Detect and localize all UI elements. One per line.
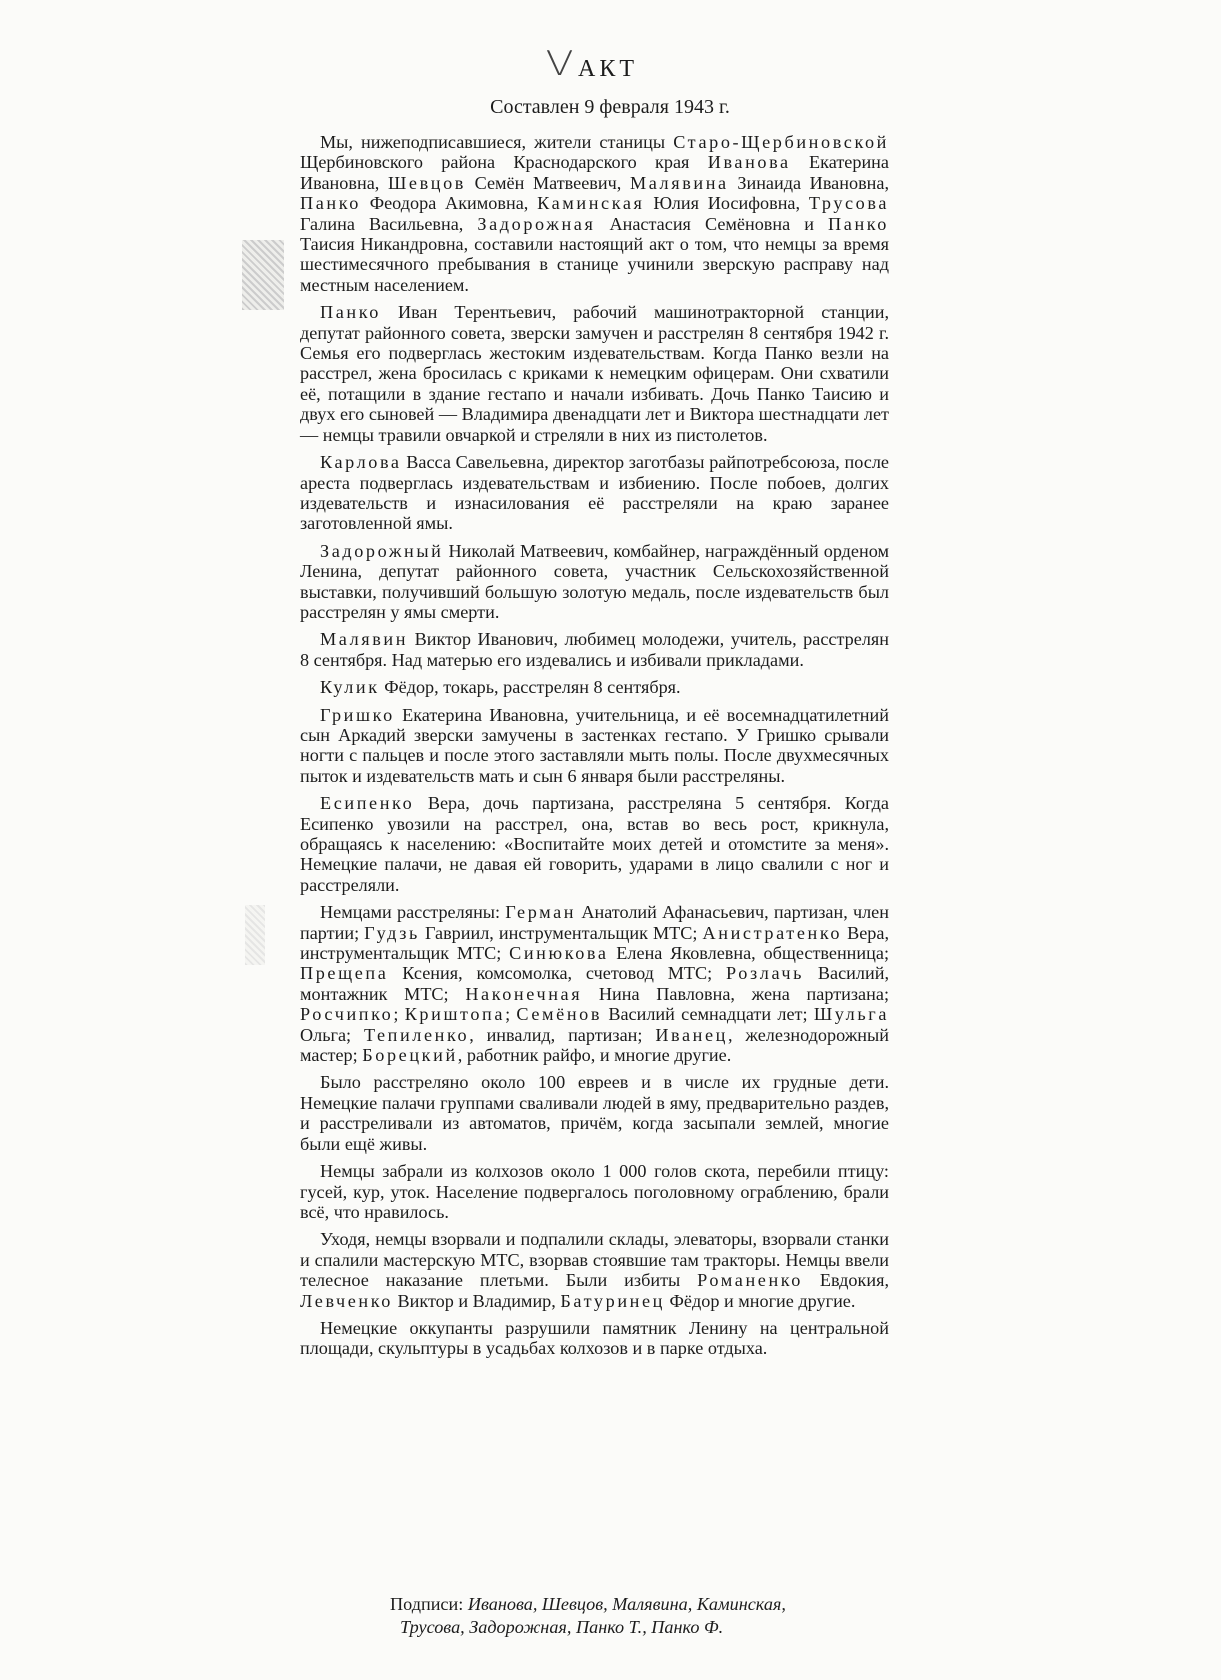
spaced-name: Карлова bbox=[320, 452, 402, 473]
paragraph-text: Фёдор, токарь, расстрелян 8 сентября. bbox=[379, 677, 681, 698]
signatures-line-2: Трусова, Задорожная, Панко Т., Панко Ф. bbox=[400, 1617, 724, 1637]
paragraph-text: ; bbox=[505, 1004, 517, 1025]
spaced-name: Левченко bbox=[300, 1290, 393, 1311]
paragraph-text: Таисия Никандровна, составили настоящий акт о том, что немцы за время шестимесячного пребывания в станице учинили зверскую расправу над местным населением. bbox=[300, 234, 889, 295]
spaced-name: Малявина bbox=[629, 172, 729, 193]
body-paragraph bbox=[300, 132, 889, 295]
paragraph-text: Виктор и Владимир, bbox=[392, 1290, 561, 1311]
spaced-name: Задорожная bbox=[477, 213, 596, 234]
spaced-name: Кулик bbox=[320, 677, 380, 698]
spaced-name: Герман bbox=[505, 902, 577, 923]
paragraph-text: Гавриил, инструментальщик МТС; bbox=[419, 922, 703, 943]
paragraph-text: Василий, монтажник МТС; bbox=[300, 963, 889, 1004]
body-paragraph bbox=[300, 677, 889, 697]
body-paragraph bbox=[300, 1229, 889, 1311]
scan-smudge bbox=[245, 905, 265, 965]
spaced-name: Иванова bbox=[707, 152, 791, 173]
spaced-name: Иванец bbox=[655, 1024, 729, 1045]
spaced-name: Задорожный bbox=[320, 540, 444, 561]
spaced-name: Гудзь bbox=[364, 922, 420, 943]
paragraph-text: Щербиновского района Краснодарского края bbox=[300, 152, 708, 173]
body-paragraph bbox=[300, 452, 889, 534]
spaced-name: Росчипко bbox=[300, 1004, 394, 1025]
body-paragraph bbox=[300, 705, 889, 787]
paragraph-text: Вера, инструментальщик МТС; bbox=[300, 922, 889, 964]
paragraph-text: Екатерина Ивановна, bbox=[300, 152, 889, 193]
paragraph-text: Николай Матвеевич, комбайнер, награждённый орденом Ленина, депутат районного совета, участник Сельскохозяйственной выставки, получивший большую золотую медаль, после издевательств был расстрелян у ямы смерти. bbox=[300, 540, 889, 622]
body-paragraph bbox=[300, 1318, 889, 1359]
paragraph-text: Анастасия Семёновна и bbox=[595, 213, 829, 234]
scan-smudge bbox=[242, 240, 284, 310]
body-paragraph bbox=[300, 793, 889, 895]
body-paragraph bbox=[300, 1072, 889, 1154]
paragraph-text: Василий семнадцати лет; bbox=[602, 1004, 814, 1025]
paragraph-text: Было расстреляно около 100 евреев и в числе их грудные дети. Немецкие палачи группами сваливали людей в яму, предварительно раздев, и расстреливали из автоматов, причём, когда засыпали землей, многие были ещё живы. bbox=[300, 1072, 889, 1154]
paragraph-text: Вера, дочь партизана, расстреляна 5 сентября. Когда Есипенко увозили на расстрел, она, встав во весь рост, крикнула, обращаясь к населению: «Воспитайте моих детей и отомстите за меня». Немецкие палачи, не давая ей говорить, ударами в лицо свалили с ног и расстреляли. bbox=[300, 793, 889, 895]
spaced-name: Панко bbox=[320, 302, 381, 323]
spaced-name: Семёнов bbox=[516, 1004, 603, 1025]
paragraph-text: Иван Терентьевич, рабочий машинотракторной станции, депутат районного совета, зверски замучен и расстрелян 8 сентября 1942 г. Семья его подверглась жестоким издевательствам. Когда Панко везли на расстрел, жена бросилась с криками к немецким офицерам. Они схватили её, потащили в здание гестапо и начали избивать. Дочь Панко Таисию и двух его сыновей — Владимира двенадцати лет и Виктора шестнадцати лет — немцы травили овчаркой и стреляли в них из пистолетов. bbox=[300, 302, 889, 445]
paragraph-text: Виктор Иванович, любимец молодежи, учитель, расстрелян 8 сентября. Над матерью его издевались и избивали прикладами. bbox=[300, 629, 889, 670]
body-paragraph bbox=[300, 902, 889, 1065]
spaced-name: Шевцов bbox=[387, 172, 466, 193]
spaced-name: Синюкова bbox=[509, 943, 609, 964]
paragraph-text: , инвалид, партизан; bbox=[469, 1024, 656, 1045]
spaced-name: Панко bbox=[828, 213, 889, 234]
signatures-block bbox=[390, 1593, 910, 1639]
paragraph-text: Мы, нижеподписавшиеся, жители станицы bbox=[320, 132, 674, 152]
paragraph-text: Ольга; bbox=[300, 1024, 364, 1045]
paragraph-text: Елена Яковлевна, общественница; bbox=[608, 943, 890, 964]
paragraph-text: Уходя, немцы взорвали и подпалили склады, элеваторы, взорвали станки и спалили мастерскую МТС, взорвав стоявшие там тракторы. Немцы ввели телесное наказание плетьми. Были избиты bbox=[300, 1229, 889, 1291]
paragraph-text: , железнодорожный мастер; bbox=[300, 1024, 889, 1066]
document-date: Составлен 9 февраля 1943 г. bbox=[490, 96, 730, 118]
spaced-name: Старо-Щербиновской bbox=[673, 132, 889, 152]
spaced-name: Тепиленко bbox=[363, 1024, 470, 1045]
body-paragraph bbox=[300, 541, 889, 623]
spaced-name: Гришко bbox=[320, 704, 395, 725]
paragraph-text: Ксения, комсомолка, счетовод МТС; bbox=[388, 963, 727, 984]
spaced-name: Розлачь bbox=[726, 963, 805, 984]
spaced-name: Панко bbox=[300, 193, 361, 214]
paragraph-text: Анатолий Афанасьевич, партизан, член партии; bbox=[300, 902, 889, 943]
paragraph-text: Феодора Акимовна, bbox=[360, 193, 538, 214]
handwritten-check-mark: V bbox=[545, 44, 574, 84]
spaced-name: Малявин bbox=[320, 629, 409, 650]
spaced-name: Есипенко bbox=[320, 793, 415, 814]
paragraph-text: Нина Павловна, жена партизана; bbox=[582, 983, 889, 1004]
paragraph-text: Немцы забрали из колхозов около 1 000 голов скота, перебили птицу: гусей, кур, уток. Население подвергалось поголовному ограблению, брали всё, что нравилось. bbox=[300, 1161, 889, 1222]
paragraph-text: ; bbox=[393, 1004, 405, 1025]
paragraph-text: Евдокия, bbox=[802, 1270, 889, 1291]
document-title: АКТ bbox=[578, 56, 638, 82]
paragraph-text: Немецкие оккупанты разрушили памятник Ленину на центральной площади, скульптуры в усадьбах колхозов и в парке отдыха. bbox=[300, 1317, 889, 1359]
paragraph-text: Семён Матвеевич, bbox=[465, 172, 630, 193]
paragraph-text: Екатерина Ивановна, учительница, и её восемнадцатилетний сын Аркадий зверски замучены в застенках гестапо. У Гришко срывали ногти с пальцев и после этого заставляли мыть полы. После двухмесячных пыток и издевательств мать и сын 6 января были расстреляны. bbox=[300, 704, 889, 786]
spaced-name: Каминская bbox=[537, 193, 645, 214]
spaced-name: Анистратенко bbox=[702, 922, 843, 943]
paragraph-text: Васса Савельевна, директор заготбазы райпотребсоюза, после ареста подверглась издевательствам и избиению. После побоев, долгих издевательств и изнасилования её расстреляли на краю заранее заготовленной ямы. bbox=[300, 452, 889, 534]
paragraph-text: Галина Васильевна, bbox=[300, 213, 478, 234]
paragraph-text: Фёдор и многие другие. bbox=[665, 1290, 856, 1311]
spaced-name: Прещепа bbox=[300, 963, 389, 984]
spaced-name: Трусова bbox=[808, 193, 889, 214]
body-paragraph bbox=[300, 302, 889, 445]
spaced-name: Борецкий bbox=[362, 1045, 458, 1066]
paragraph-text: Юлия Иосифовна, bbox=[644, 193, 809, 214]
spaced-name: Криштопа bbox=[404, 1004, 506, 1025]
spaced-name: Наконечная bbox=[465, 983, 583, 1004]
paragraph-text: Зинаида Ивановна, bbox=[728, 172, 890, 193]
body-paragraph bbox=[300, 1161, 889, 1222]
paragraph-text: , работник райфо, и многие другие. bbox=[457, 1045, 732, 1066]
spaced-name: Романенко bbox=[697, 1270, 803, 1291]
document-body bbox=[300, 132, 889, 1366]
signatures-label: Подписи: bbox=[390, 1594, 464, 1614]
spaced-name: Батуринец bbox=[560, 1290, 665, 1311]
spaced-name: Шульга bbox=[813, 1004, 889, 1025]
body-paragraph bbox=[300, 629, 889, 670]
paragraph-text: Немцами расстреляны: bbox=[320, 902, 506, 923]
signatures-line-1: Иванова, Шевцов, Малявина, Каминская, bbox=[467, 1594, 786, 1614]
